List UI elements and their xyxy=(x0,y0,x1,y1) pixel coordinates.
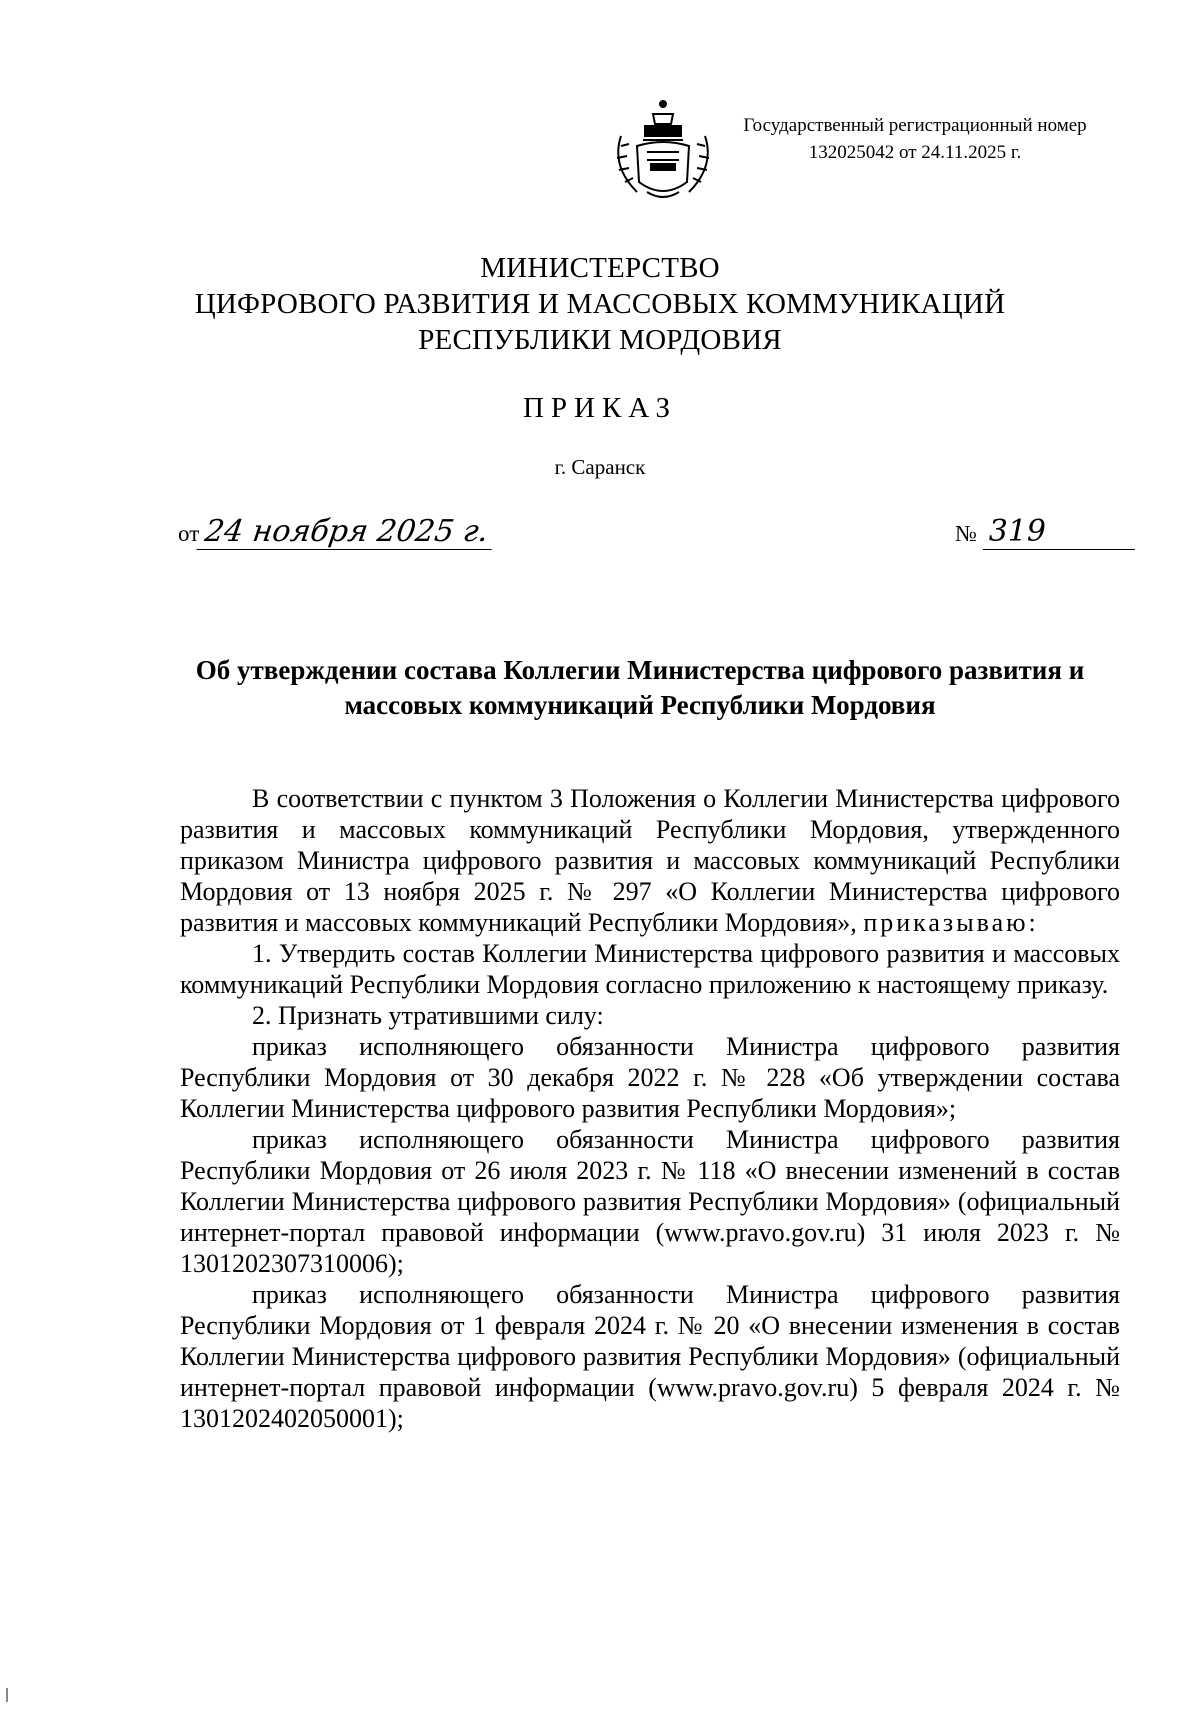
registration-label: Государственный регистрационный номер xyxy=(743,115,1087,136)
handwritten-number: 319 xyxy=(983,515,1135,550)
order-date xyxy=(178,515,494,550)
intro-text: В соответствии с пунктом 3 Положения о Коллегии Министерства цифрового развития и массовых коммуникаций Республики Мордовия, утвержденного приказом Министра цифрового развития и массовых коммуникаций Республики Мордовия от 13 ноября 2025 г. № 297 «О Коллегии Министерства цифрового развития и массовых коммуникаций Республики Мордовия», xyxy=(180,784,1120,937)
city: г. Саранск xyxy=(554,455,646,479)
ministry-line-2: ЦИФРОВОГО РАЗВИТИЯ И МАССОВЫХ КОММУНИКАЦИЙ xyxy=(194,288,1006,320)
date-prefix: от xyxy=(178,521,200,546)
ministry-name xyxy=(0,250,1200,358)
ministry-line-1: МИНИСТЕРСТВО xyxy=(480,252,720,284)
title-line-2: массовых коммуникаций Республики Мордовия xyxy=(344,690,936,720)
order-word: приказываю: xyxy=(863,908,1039,937)
scan-artifact xyxy=(6,1688,8,1702)
document-type: ПРИКАЗ xyxy=(522,392,678,424)
title-line-1: Об утверждении состава Коллегии Министерства цифрового развития и xyxy=(195,655,1085,685)
number-prefix: № xyxy=(955,521,977,546)
handwritten-date: 24 ноября 2025 г. xyxy=(197,515,497,550)
registration-number-block xyxy=(700,112,1130,166)
order-number xyxy=(955,515,1135,550)
item-2-paragraph: 2. Признать утратившими силу: xyxy=(252,1001,604,1030)
registration-value: 132025042 от 24.11.2025 г. xyxy=(808,142,1022,163)
ministry-line-3: РЕСПУБЛИКИ МОРДОВИЯ xyxy=(418,324,782,356)
item-1-paragraph: 1. Утвердить состав Коллегии Министерства цифрового развития и массовых коммуникаций Республики Мордовия согласно приложению к настоящему приказу. xyxy=(180,939,1120,999)
item-2a-paragraph: приказ исполняющего обязанности Министра цифрового развития Республики Мордовия от 30 декабря 2022 г. № 228 «Об утверждении состава Коллегии Министерства цифрового развития Республики Мордовия»; xyxy=(180,1032,1120,1123)
intro-paragraph xyxy=(180,783,1120,938)
document-title xyxy=(160,653,1120,723)
item-2b-paragraph: приказ исполняющего обязанности Министра цифрового развития Республики Мордовия от 26 июля 2023 г. № 118 «О внесении изменений в состав Коллегии Министерства цифрового развития Республики Мордовия» (официальный интернет-портал правовой информации (www.pravo.gov.ru) 31 июля 2023 г. № 1301202307310006); xyxy=(180,1125,1120,1278)
item-2c-paragraph: приказ исполняющего обязанности Министра цифрового развития Республики Мордовия от 1 февраля 2024 г. № 20 «О внесении изменения в состав Коллегии Министерства цифрового развития Республики Мордовия» (официальный интернет-портал правовой информации (www.pravo.gov.ru) 5 февраля 2024 г. № 1301202402050001); xyxy=(180,1280,1120,1433)
document-body xyxy=(180,783,1120,1434)
